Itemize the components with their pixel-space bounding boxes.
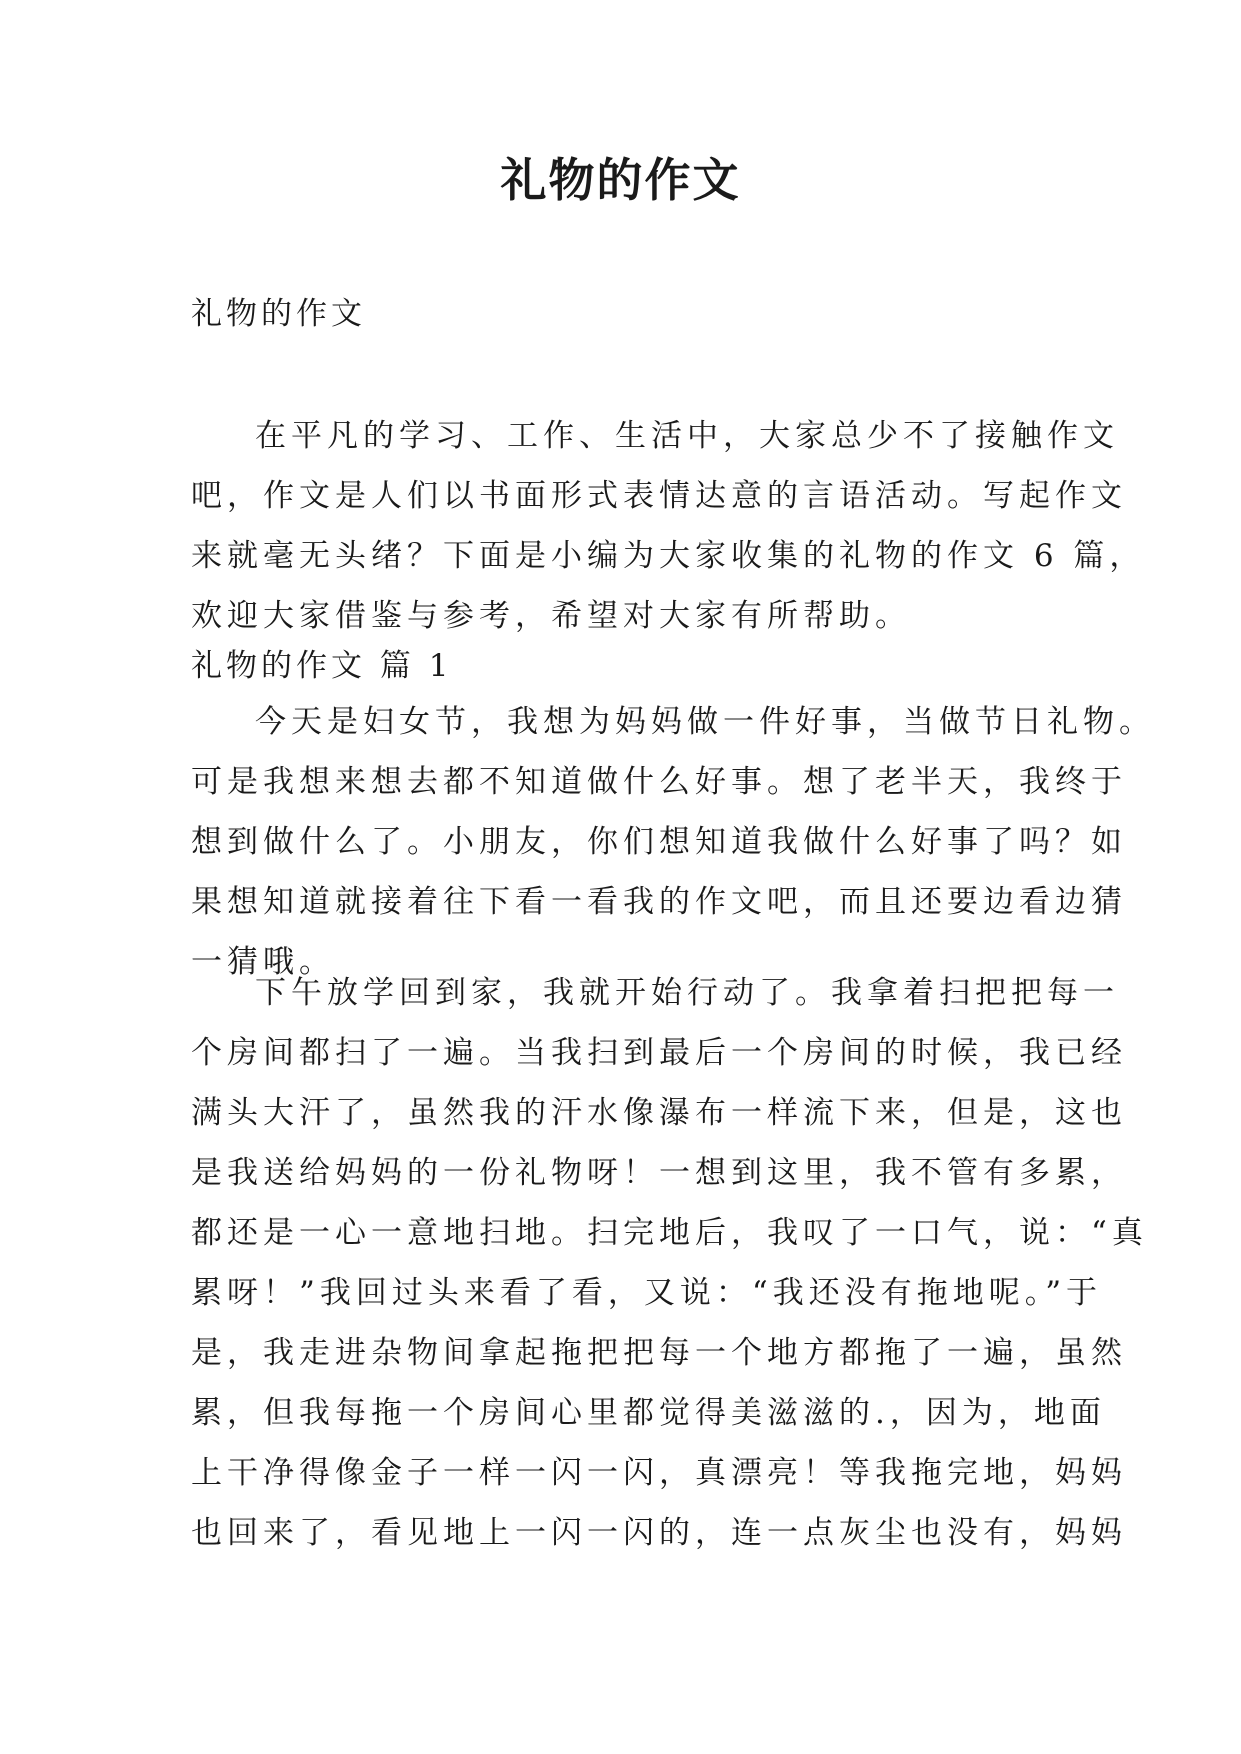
paragraph-line: 今天是妇女节，我想为妈妈做一件好事，当做节日礼物。 [255, 704, 1155, 740]
paragraph-line: 都还是一心一意地扫地。扫完地后，我叹了一口气，说：“真 [191, 1215, 1148, 1251]
section-heading: 礼物的作文 篇 1 [191, 648, 453, 684]
paragraph-line: 累呀！”我回过头来看了看，又说：“我还没有拖地呢。”于 [191, 1275, 1103, 1311]
paragraph-line: 也回来了，看见地上一闪一闪的，连一点灰尘也没有，妈妈 [191, 1515, 1127, 1551]
paragraph-line: 可是我想来想去都不知道做什么好事。想了老半天，我终于 [191, 764, 1127, 800]
paragraph-line: 果想知道就接着往下看一看我的作文吧，而且还要边看边猜 [191, 884, 1127, 920]
document-subtitle: 礼物的作文 [191, 296, 366, 332]
paragraph-line: 吧，作文是人们以书面形式表情达意的言语活动。写起作文 [191, 478, 1127, 514]
paragraph-line: 是，我走进杂物间拿起拖把把每一个地方都拖了一遍，虽然 [191, 1335, 1127, 1371]
paragraph-line: 一猜哦。 [191, 944, 335, 980]
paragraph-line: 来就毫无头绪？下面是小编为大家收集的礼物的作文 6 篇， [191, 538, 1146, 574]
paragraph-line: 满头大汗了，虽然我的汗水像瀑布一样流下来，但是，这也 [191, 1095, 1127, 1131]
paragraph-line: 想到做什么了。小朋友，你们想知道我做什么好事了吗？如 [191, 824, 1127, 860]
paragraph-line: 在平凡的学习、工作、生活中，大家总少不了接触作文 [255, 418, 1119, 454]
paragraph-line: 是我送给妈妈的一份礼物呀！一想到这里，我不管有多累， [191, 1155, 1127, 1191]
body-paragraph-2 [191, 963, 1148, 1563]
document-title: 礼物的作文 [500, 153, 741, 207]
intro-paragraph [191, 406, 1146, 646]
paragraph-line: 累，但我每拖一个房间心里都觉得美滋滋的.，因为，地面 [191, 1395, 1106, 1431]
paragraph-line: 上干净得像金子一样一闪一闪，真漂亮！等我拖完地，妈妈 [191, 1455, 1127, 1491]
paragraph-line: 欢迎大家借鉴与参考，希望对大家有所帮助。 [191, 598, 911, 634]
paragraph-line: 下午放学回到家，我就开始行动了。我拿着扫把把每一 [255, 975, 1119, 1011]
paragraph-line: 个房间都扫了一遍。当我扫到最后一个房间的时候，我已经 [191, 1035, 1127, 1071]
body-paragraph-1 [191, 692, 1155, 992]
